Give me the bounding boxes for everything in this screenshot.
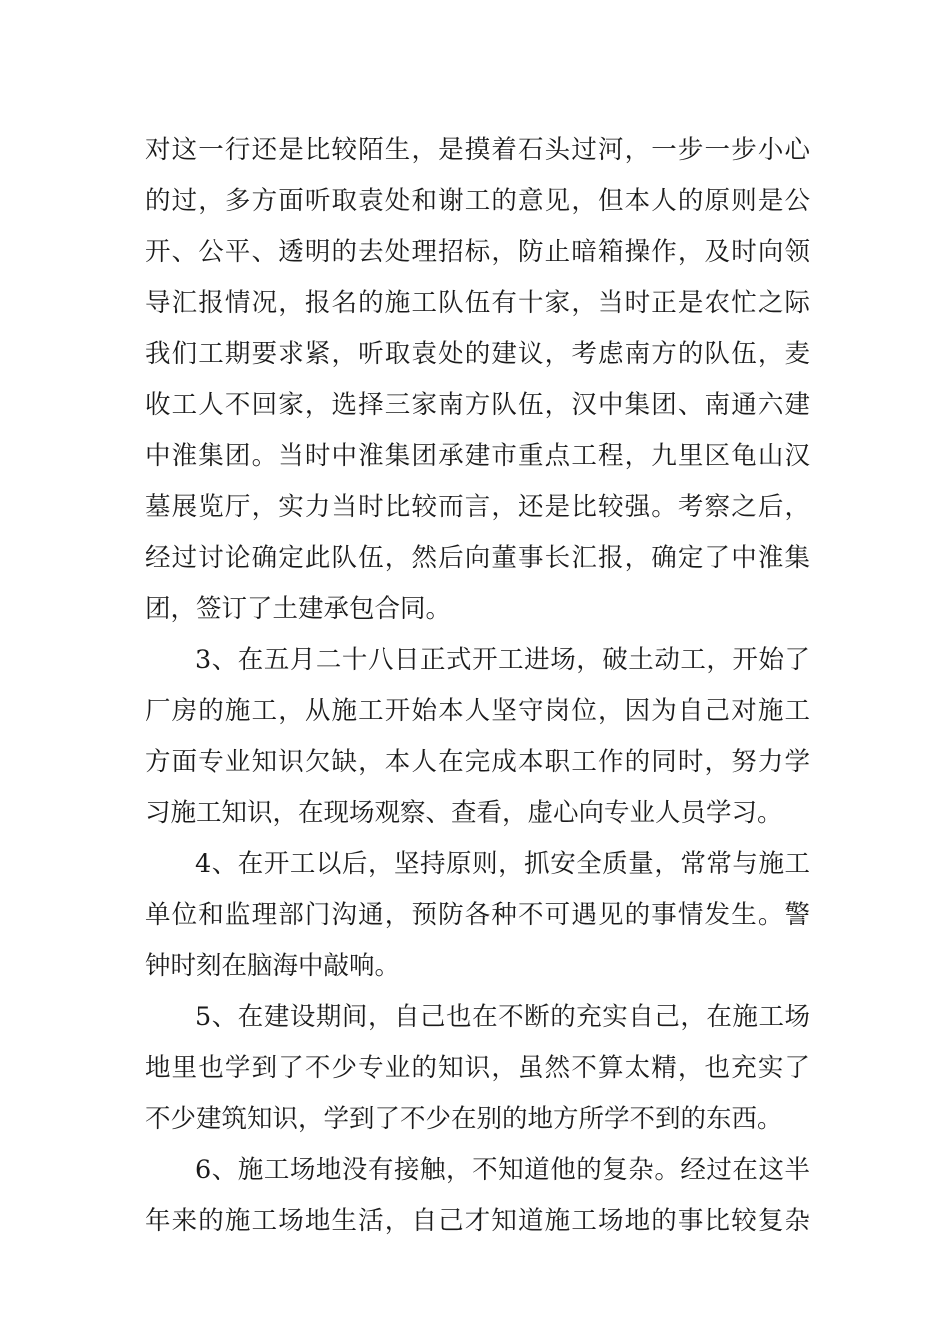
text-line: 年来的施工场地生活，自己才知道施工场地的事比较复杂 bbox=[145, 1206, 810, 1236]
text-line: 我们工期要求紧，听取袁处的建议，考虑南方的队伍，麦 bbox=[145, 339, 810, 369]
text-line: 经过讨论确定此队伍，然后向董事长汇报，确定了中淮集 bbox=[145, 543, 810, 573]
text-line: 不少建筑知识，学到了不少在别的地方所学不到的东西。 bbox=[145, 1104, 783, 1134]
text-line: 开、公平、透明的去处理招标，防止暗箱操作，及时向领 bbox=[145, 237, 810, 267]
text-line: 中淮集团。当时中淮集团承建市重点工程，九里区龟山汉 bbox=[145, 441, 810, 471]
text-line: 对这一行还是比较陌生，是摸着石头过河，一步一步小心 bbox=[145, 135, 810, 165]
text-line: 的过，多方面听取袁处和谢工的意见，但本人的原则是公 bbox=[145, 186, 810, 216]
text-line: 导汇报情况，报名的施工队伍有十家，当时正是农忙之际 bbox=[145, 288, 810, 318]
paragraph-first-line: 6、施工场地没有接触，不知道他的复杂。经过在这半 bbox=[195, 1155, 810, 1185]
text-line: 钟时刻在脑海中敲响。 bbox=[145, 951, 401, 981]
paragraph-first-line: 4、在开工以后，坚持原则，抓安全质量，常常与施工 bbox=[195, 849, 810, 879]
paragraph-first-line: 3、在五月二十八日正式开工进场，破土动工，开始了 bbox=[195, 645, 810, 675]
text-line: 方面专业知识欠缺，本人在完成本职工作的同时，努力学 bbox=[145, 747, 810, 777]
text-line: 厂房的施工，从施工开始本人坚守岗位，因为自己对施工 bbox=[145, 696, 810, 726]
text-line: 墓展览厅，实力当时比较而言，还是比较强。考察之后， bbox=[145, 492, 810, 522]
text-line: 地里也学到了不少专业的知识，虽然不算太精，也充实了 bbox=[145, 1053, 810, 1083]
text-line: 团，签订了土建承包合同。 bbox=[145, 594, 452, 624]
text-line: 收工人不回家，选择三家南方队伍，汉中集团、南通六建 bbox=[145, 390, 810, 420]
paragraph-first-line: 5、在建设期间，自己也在不断的充实自己，在施工场 bbox=[195, 1002, 810, 1032]
text-line: 单位和监理部门沟通，预防各种不可遇见的事情发生。警 bbox=[145, 900, 810, 930]
text-line: 习施工知识，在现场观察、查看，虚心向专业人员学习。 bbox=[145, 798, 783, 828]
